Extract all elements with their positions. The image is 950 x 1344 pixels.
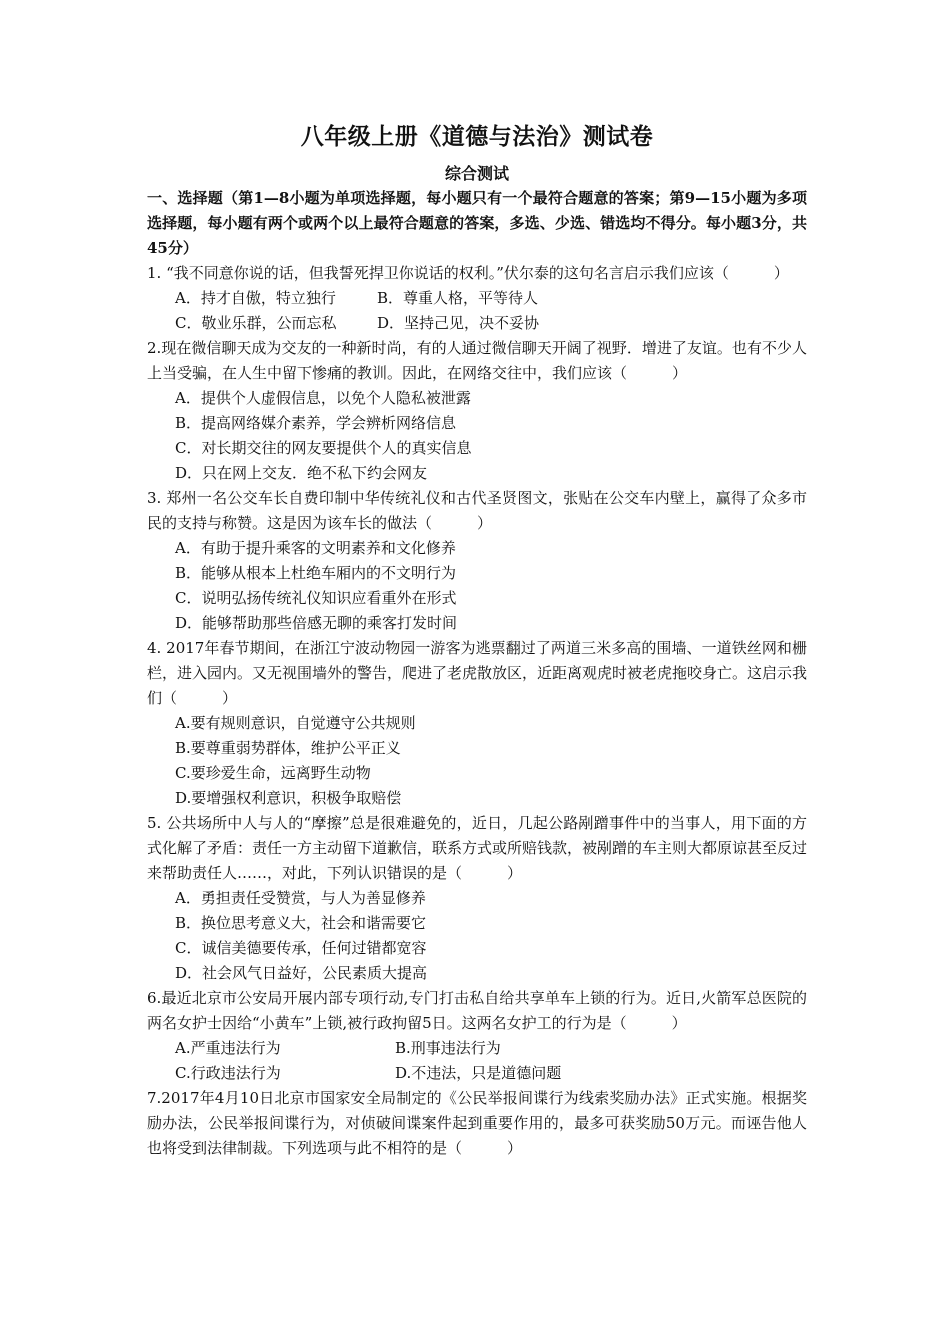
option-a: A．勇担责任受赞赏，与人为善显修养 xyxy=(175,889,426,907)
option-d: D．能够帮助那些倍感无聊的乘客打发时间 xyxy=(175,614,458,632)
option-d: D．只在网上交友．绝不私下约会网友 xyxy=(175,464,428,482)
option-b: B．提高网络媒介素养，学会辨析网络信息 xyxy=(175,414,457,432)
page-title: 八年级上册《道德与法治》测试卷 xyxy=(300,123,654,150)
option-b: B．尊重人格，平等待人 xyxy=(377,289,539,307)
option-a: A．持才自傲，特立独行 xyxy=(175,289,336,307)
option-row xyxy=(147,1036,807,1061)
option-b: B.刑事违法行为 xyxy=(395,1039,501,1057)
question-2 xyxy=(147,336,807,486)
option-a: A.严重违法行为 xyxy=(175,1039,281,1057)
option-c: C.要珍爱生命，远离野生动物 xyxy=(175,764,371,782)
option-row xyxy=(147,311,807,336)
option-d: D．社会风气日益好，公民素质大提高 xyxy=(175,964,428,982)
option-b: B．能够从根本上杜绝车厢内的不文明行为 xyxy=(175,564,457,582)
question-5 xyxy=(147,811,807,986)
question-stem: 6.最近北京市公安局开展内部专项行动,专门打击私自给共享单车上锁的行为。近日,火箭军总医院的两名女护士因给“小黄车”上锁,被行政拘留5日。这两名女护工的行为是（ ） xyxy=(147,989,807,1032)
question-stem: 2.现在微信聊天成为交友的一种新时尚，有的人通过微信聊天开阔了视野．增进了友谊。也有不少人上当受骗，在人生中留下惨痛的教训。因此，在网络交往中，我们应该（ ） xyxy=(147,339,807,382)
question-stem: 7.2017年4月10日北京市国家安全局制定的《公民举报间谍行为线索奖励办法》正式实施。根据奖励办法，公民举报间谍行为，对侦破间谍案件起到重要作用的，最多可获奖励50万元。而诬告他人也将受到法律制裁。下列选项与此不相符的是（ ） xyxy=(147,1089,807,1157)
question-6 xyxy=(147,986,807,1086)
question-stem: 1. “我不同意你说的话，但我誓死捍卫你说话的权利。”伏尔泰的这句名言启示我们应该（ ） xyxy=(147,264,789,282)
option-b: B．换位思考意义大，社会和谐需要它 xyxy=(175,914,427,932)
section-header: 一、选择题（第1—8小题为单项选择题，每小题只有一个最符合题意的答案；第9—15小题为多项选择题，每小题有两个或两个以上最符合题意的答案，多选、少选、错选均不得分。每小题3分，共45分） xyxy=(147,189,807,257)
option-row xyxy=(147,286,807,311)
option-c: C．说明弘扬传统礼仪知识应看重外在形式 xyxy=(175,589,457,607)
exam-page xyxy=(147,122,807,1161)
option-a: A.要有规则意识，自觉遵守公共规则 xyxy=(175,714,416,732)
option-c: C.行政违法行为 xyxy=(175,1064,281,1082)
option-d: D.不违法，只是道德问题 xyxy=(395,1064,562,1082)
question-stem: 3. 郑州一名公交车长自费印制中华传统礼仪和古代圣贤图文，张贴在公交车内壁上，赢得了众多市民的支持与称赞。这是因为该车长的做法（ ） xyxy=(147,489,807,532)
question-4 xyxy=(147,636,807,811)
page-subtitle: 综合测试 xyxy=(444,164,509,183)
option-a: A．有助于提升乘客的文明素养和文化修养 xyxy=(175,539,456,557)
option-b: B.要尊重弱势群体，维护公平正义 xyxy=(175,739,401,757)
option-c: C．敬业乐群，公而忘私 xyxy=(175,314,337,332)
option-d: D．坚持己见，决不妥协 xyxy=(377,314,540,332)
option-row xyxy=(147,1061,807,1086)
option-c: C．对长期交往的网友要提供个人的真实信息 xyxy=(175,439,472,457)
question-1 xyxy=(147,261,807,336)
option-d: D.要增强权利意识，积极争取赔偿 xyxy=(175,789,402,807)
question-stem: 5. 公共场所中人与人的“摩擦”总是很难避免的，近日，几起公路剐蹭事件中的当事人，用下面的方式化解了矛盾：责任一方主动留下道歉信，联系方式或所赔钱款，被剐蹭的车主则大都原谅甚至反过来帮助责任人……，对此，下列认识错误的是（ ） xyxy=(147,814,808,882)
question-7 xyxy=(147,1086,807,1161)
question-stem: 4. 2017年春节期间，在浙江宁波动物园一游客为逃票翻过了两道三米多高的围墙、一道铁丝网和栅栏，进入园内。又无视围墙外的警告，爬进了老虎散放区，近距离观虎时被老虎拖咬身亡。这启示我们（ ） xyxy=(147,639,808,707)
question-3 xyxy=(147,486,807,636)
option-a: A．提供个人虚假信息，以免个人隐私被泄露 xyxy=(175,389,471,407)
option-c: C．诚信美德要传承，任何过错都宽容 xyxy=(175,939,427,957)
